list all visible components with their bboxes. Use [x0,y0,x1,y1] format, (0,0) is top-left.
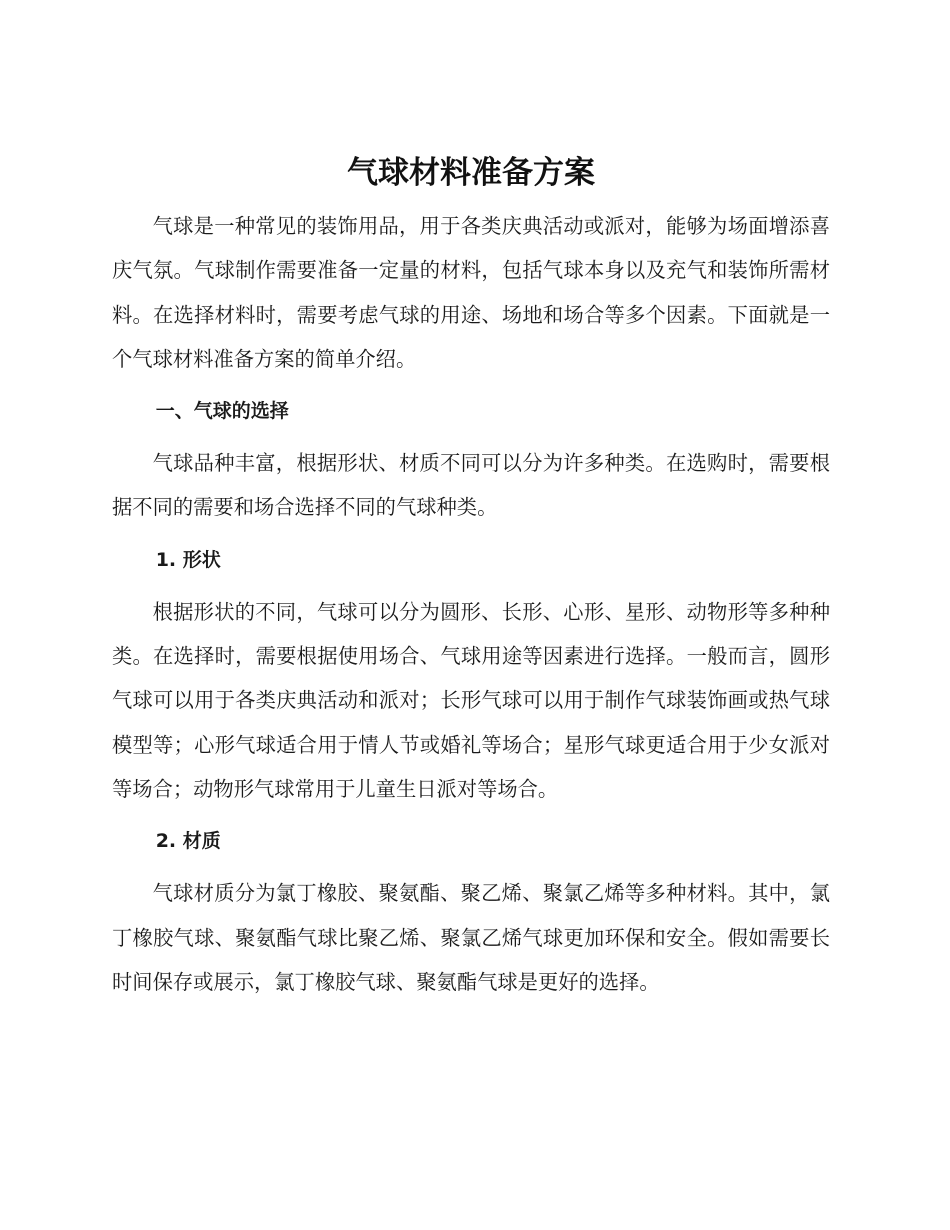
intro-paragraph: 气球是一种常见的装饰用品，用于各类庆典活动或派对，能够为场面增添喜庆气氛。气球制作需要准备一定量的材料，包括气球本身以及充气和装饰所需材料。在选择材料时，需要考虑气球的用途、场地和场合等多个因素。下面就是一个气球材料准备方案的简单介绍。 [112,214,830,371]
subsection-heading-material: 2. 材质 [155,830,221,853]
subsection-heading-shape: 1. 形状 [155,548,221,571]
page-title: 气球材料准备方案 [347,155,595,191]
document-body [112,148,830,1004]
section-paragraph-balloon-selection: 气球品种丰富，根据形状、材质不同可以分为许多种类。在选购时，需要根据不同的需要和场合选择不同的气球种类。 [112,451,830,520]
subsection-paragraph-shape: 根据形状的不同，气球可以分为圆形、长形、心形、星形、动物形等多种种类。在选择时，需要根据使用场合、气球用途等因素进行选择。一般而言，圆形气球可以用于各类庆典活动和派对；长形气球可以用于制作气球装饰画或热气球模型等；心形气球适合用于情人节或婚礼等场合；星形气球更适合用于少女派对等场合；动物形气球常用于儿童生日派对等场合。 [112,599,830,801]
subsection-paragraph-material: 气球材质分为氯丁橡胶、聚氨酯、聚乙烯、聚氯乙烯等多种材料。其中，氯丁橡胶气球、聚氨酯气球比聚乙烯、聚氯乙烯气球更加环保和安全。假如需要长时间保存或展示，氯丁橡胶气球、聚氨酯气球是更好的选择。 [112,881,830,994]
section-heading-balloon-selection: 一、气球的选择 [155,400,289,423]
